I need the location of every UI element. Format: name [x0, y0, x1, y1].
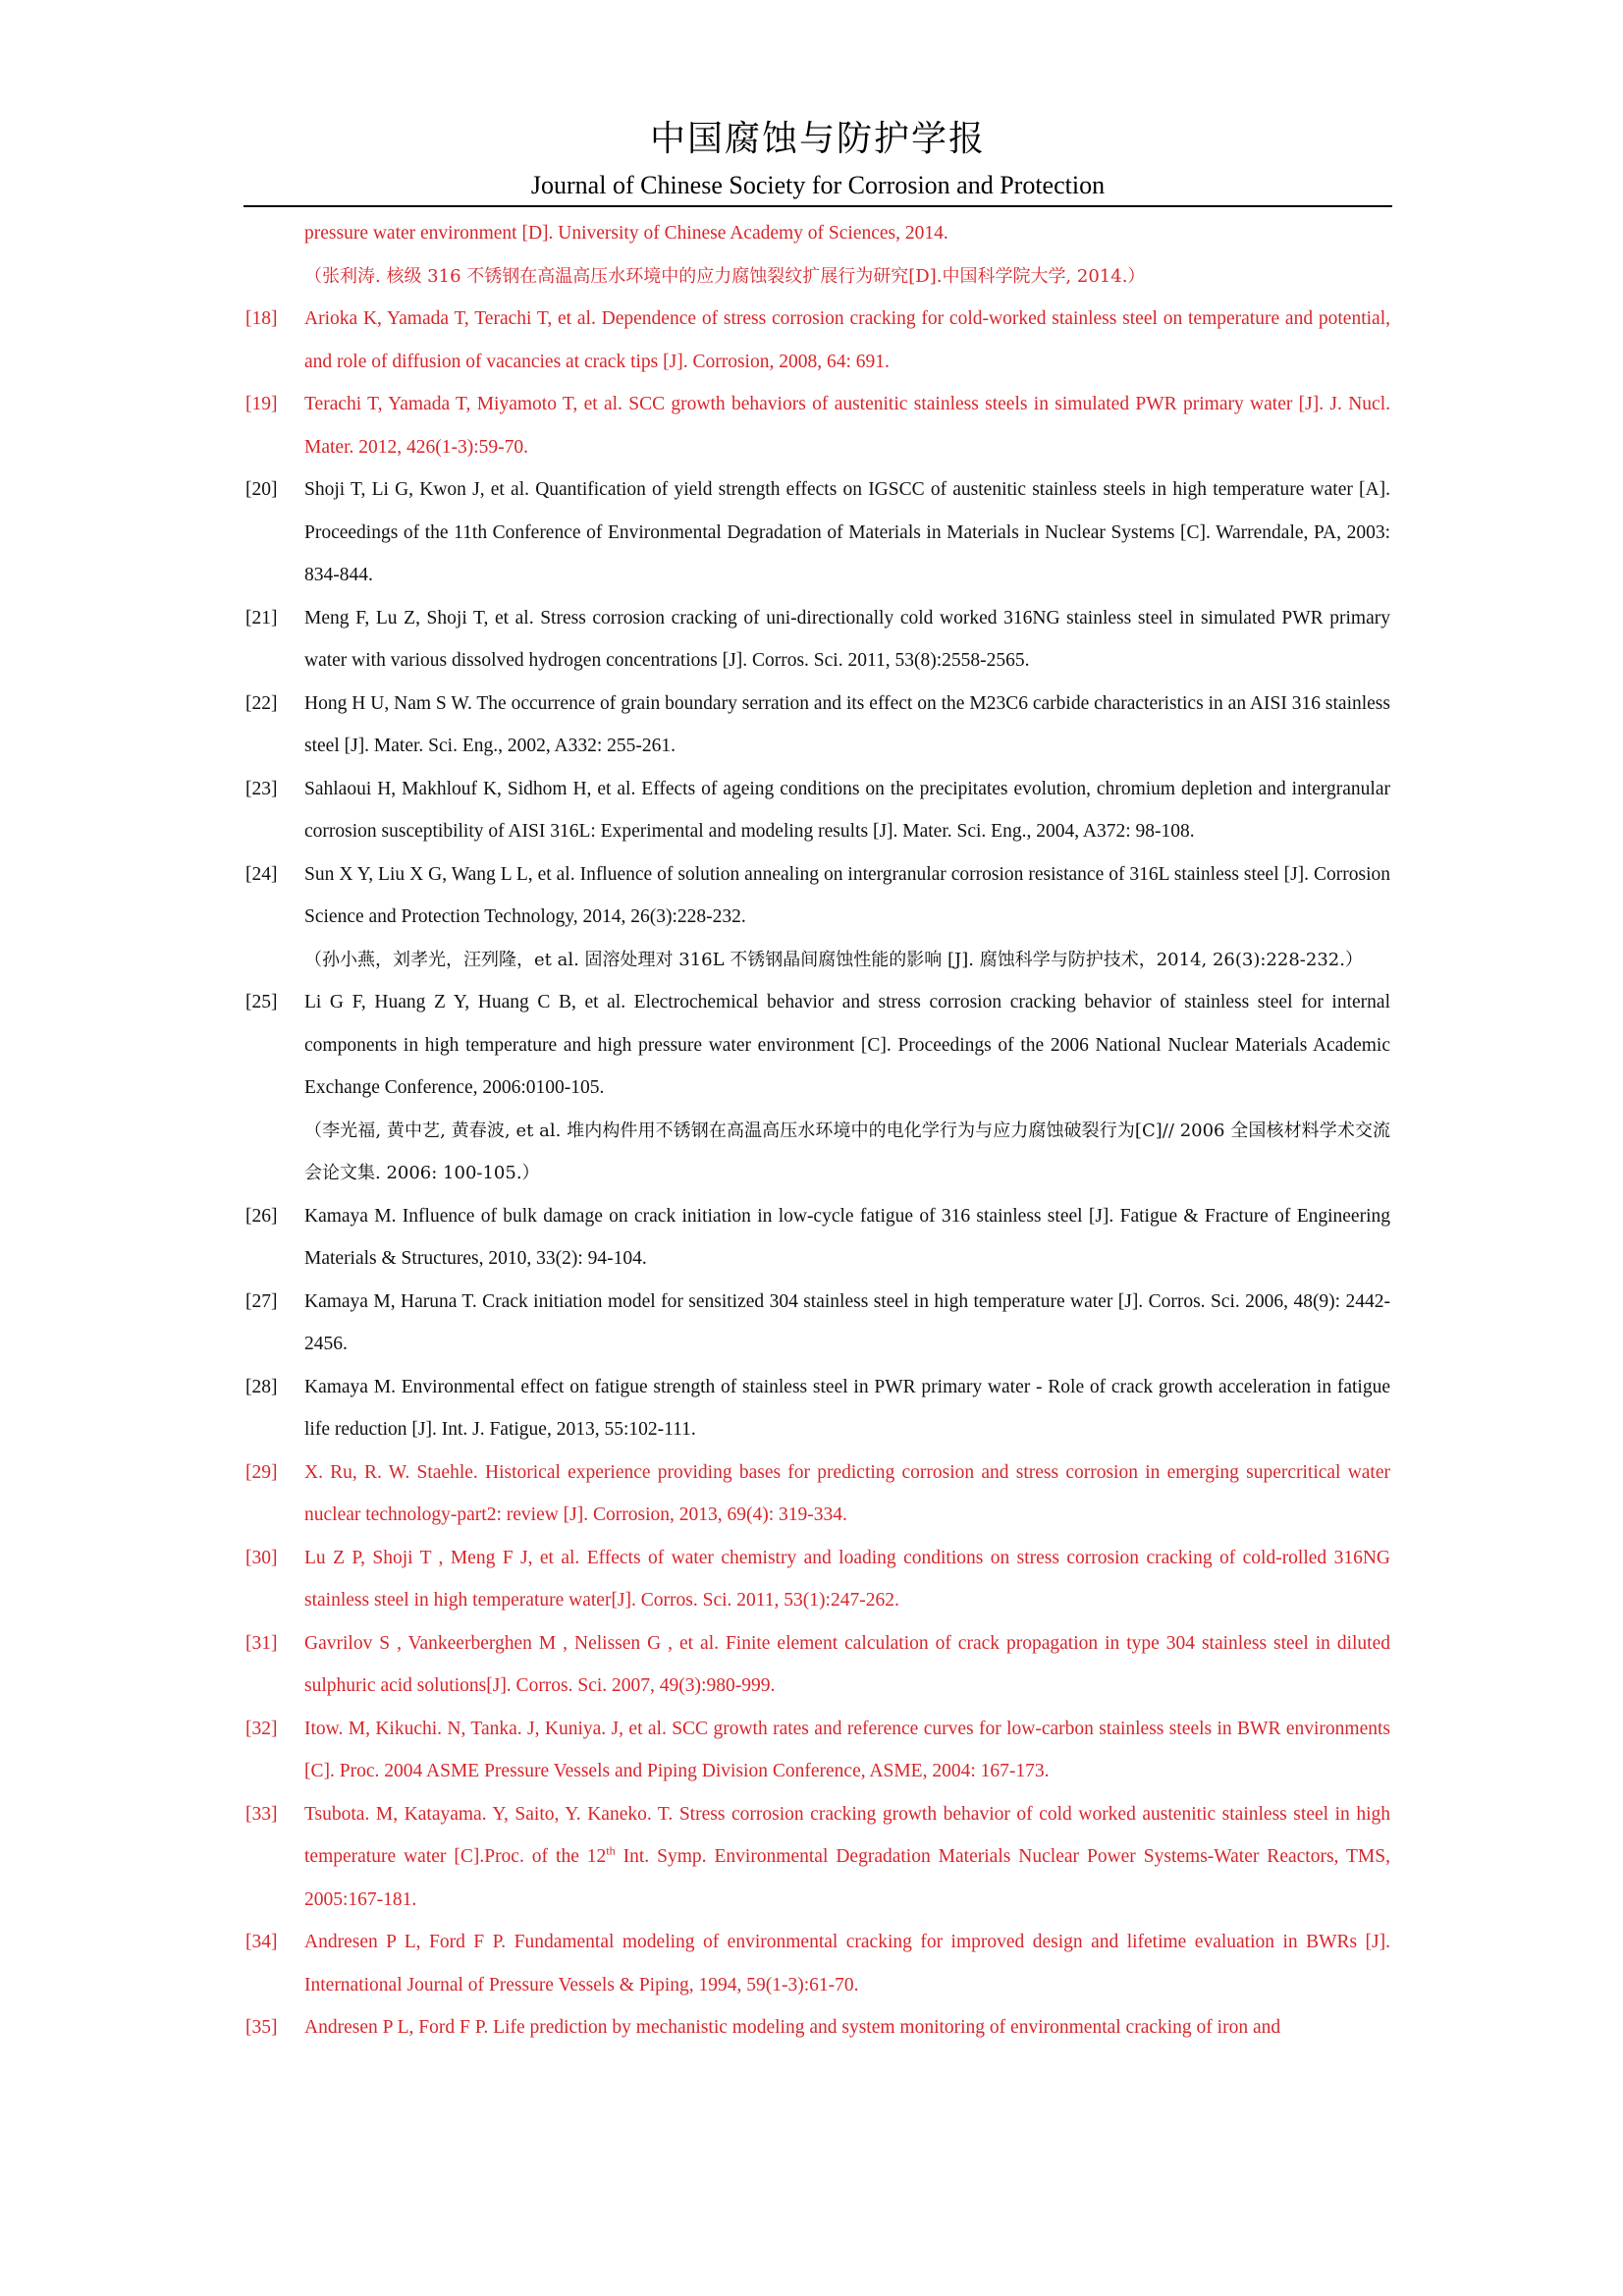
reference-text: Kamaya M. Environmental effect on fatigue strength of stainless steel in PWR primary water - Role of crack growth acceleration in fatigue life reduction [J]. Int. J. Fatigue, 2013, 55:102-111. — [304, 1376, 1390, 1440]
reference-number: [33] — [245, 1803, 278, 1825]
reference-text: Gavrilov S , Vankeerberghen M , Nelissen G , et al. Finite element calculation of crack propagation in type 304 stainless steel in diluted sulphuric acid solutions[J]. Corros. Sci. 2007, 49(3):980-999. — [304, 1632, 1390, 1696]
reference-entry — [243, 298, 1390, 383]
reference-number: [20] — [245, 479, 278, 500]
header-rule — [243, 205, 1392, 207]
reference-entry — [243, 597, 1390, 683]
reference-entry — [243, 1451, 1390, 1537]
reference-number: [28] — [245, 1376, 278, 1397]
reference-number: [23] — [245, 778, 278, 799]
reference-number: [18] — [245, 308, 278, 329]
reference-chinese-translation: （张利涛. 核级 316 不锈钢在高温高压水环境中的应力腐蚀裂纹扩展行为研究[D].中国科学院大学, 2014.） — [304, 265, 1146, 287]
reference-number: [22] — [245, 692, 278, 714]
reference-text: X. Ru, R. W. Staehle. Historical experience providing bases for predicting corrosion and stress corrosion in emerging supercritical water nuclear technology-part2: review [J]. Corrosion, 2013, 69(4): 319-334. — [304, 1461, 1390, 1525]
reference-number: [21] — [245, 607, 278, 629]
reference-list — [243, 212, 1390, 2050]
reference-number: [29] — [245, 1461, 278, 1483]
reference-entry — [243, 853, 1390, 982]
reference-number: [26] — [245, 1205, 278, 1227]
reference-text: pressure water environment [D]. University of Chinese Academy of Sciences, 2014. — [304, 223, 948, 244]
reference-entry — [243, 1793, 1390, 1922]
reference-number: [30] — [245, 1547, 278, 1568]
reference-entry — [243, 1366, 1390, 1451]
reference-entry — [243, 1622, 1390, 1708]
reference-entry — [243, 383, 1390, 468]
reference-text: Kamaya M, Haruna T. Crack initiation model for sensitized 304 stainless steel in high temperature water [J]. Corros. Sci. 2006, 48(9): 2442-2456. — [304, 1290, 1390, 1354]
reference-text: Arioka K, Yamada T, Terachi T, et al. Dependence of stress corrosion cracking for cold-worked stainless steel on temperature and potential, and role of diffusion of vacancies at crack tips [J]. Corrosion, 2008, 64: 691. — [304, 308, 1390, 372]
reference-text: Lu Z P, Shoji T , Meng F J, et al. Effects of water chemistry and loading conditions on stress corrosion cracking of cold-rolled 316NG stainless steel in high temperature water[J]. Corros. Sci. 2011, 53(1):247-262. — [304, 1547, 1390, 1611]
reference-entry — [243, 683, 1390, 768]
journal-title-english: Journal of Chinese Society for Corrosion and Protection — [530, 171, 1106, 199]
reference-text: Itow. M, Kikuchi. N, Tanka. J, Kuniya. J, et al. SCC growth rates and reference curves for low-carbon stainless steels in BWR environments [C]. Proc. 2004 ASME Pressure Vessels and Piping Division Conference, ASME, 2004: 167-173. — [304, 1718, 1390, 1781]
reference-entry — [243, 1537, 1390, 1622]
reference-number: [19] — [245, 394, 278, 414]
journal-title-chinese: 中国腐蚀与防护学报 — [649, 119, 986, 159]
reference-entry — [243, 1281, 1390, 1366]
reference-chinese-translation: （孙小燕，刘孝光，汪列隆，et al. 固溶处理对 316L 不锈钢晶间腐蚀性能的影响 [J]. 腐蚀科学与防护技术，2014, 26(3):228-232.） — [304, 949, 1363, 970]
reference-text: Li G F, Huang Z Y, Huang C B, et al. Electrochemical behavior and stress corrosion cracking behavior of stainless steel for internal components in high temperature and high pressure water environment [C]. Proceedings of the 2006 National Nuclear Materials Academic Exchange Conference, 2006:0100-105. — [304, 992, 1390, 1098]
reference-number: [27] — [245, 1290, 278, 1312]
reference-chinese-translation: （李光福, 黄中艺, 黄春波, et al. 堆内构件用不锈钢在高温高压水环境中的电化学行为与应力腐蚀破裂行为[C]// 2006 全国核材料学术交流会论文集. 2006: 100-105.） — [304, 1120, 1390, 1183]
reference-entry — [243, 768, 1390, 853]
reference-text: Andresen P L, Ford F P. Life prediction by mechanistic modeling and system monitoring of environmental cracking of iron and — [304, 2017, 1281, 2038]
reference-entry — [243, 212, 1390, 298]
reference-number: [24] — [245, 863, 278, 885]
reference-text: Shoji T, Li G, Kwon J, et al. Quantification of yield strength effects on IGSCC of austenitic stainless steels in high temperature water [A]. Proceedings of the 11th Conference of Environmental Degradation of Materials in Materials in Nuclear Systems [C]. Warrendale, PA, 2003: 834-844. — [304, 479, 1390, 585]
reference-entry — [243, 2006, 1390, 2050]
reference-text: Kamaya M. Influence of bulk damage on crack initiation in low-cycle fatigue of 316 stainless steel [J]. Fatigue & Fracture of Engineering Materials & Structures, 2010, 33(2): 94-104. — [304, 1205, 1390, 1269]
reference-text: Sahlaoui H, Makhlouf K, Sidhom H, et al. Effects of ageing conditions on the precipitates evolution, chromium depletion and intergranular corrosion susceptibility of AISI 316L: Experimental and modeling results [J]. Mater. Sci. Eng., 2004, A372: 98-108. — [304, 778, 1390, 842]
reference-text: Hong H U, Nam S W. The occurrence of grain boundary serration and its effect on the M23C6 carbide characteristics in an AISI 316 stainless steel [J]. Mater. Sci. Eng., 2002, A332: 255-261. — [304, 692, 1390, 756]
journal-header — [243, 116, 1392, 202]
reference-text: Tsubota. M, Katayama. Y, Saito, Y. Kaneko. T. Stress corrosion cracking growth behavior of cold worked austenitic stainless steel in high temperature water [C].Proc. of the 12 — [304, 1803, 1390, 1867]
reference-entry — [243, 981, 1390, 1195]
reference-entry — [243, 1195, 1390, 1281]
reference-number: [31] — [245, 1632, 278, 1654]
reference-entry — [243, 468, 1390, 597]
reference-text: Sun X Y, Liu X G, Wang L L, et al. Influence of solution annealing on intergranular corrosion resistance of 316L stainless steel [J]. Corrosion Science and Protection Technology, 2014, 26(3):228-232. — [304, 863, 1390, 927]
reference-text: Andresen P L, Ford F P. Fundamental modeling of environmental cracking for improved design and lifetime evaluation in BWRs [J]. International Journal of Pressure Vessels & Piping, 1994, 59(1-3):61-70. — [304, 1932, 1390, 1995]
reference-number: [32] — [245, 1718, 278, 1739]
reference-number: [25] — [245, 992, 278, 1012]
reference-text: Terachi T, Yamada T, Miyamoto T, et al. SCC growth behaviors of austenitic stainless steels in simulated PWR primary water [J]. J. Nucl. Mater. 2012, 426(1-3):59-70. — [304, 394, 1390, 458]
reference-superscript: th — [606, 1843, 616, 1858]
reference-entry — [243, 1708, 1390, 1793]
reference-text: Meng F, Lu Z, Shoji T, et al. Stress corrosion cracking of uni-directionally cold worked 316NG stainless steel in simulated PWR primary water with various dissolved hydrogen concentrations [J]. Corros. Sci. 2011, 53(8):2558-2565. — [304, 607, 1390, 671]
reference-text-continued: Int. Symp. Environmental Degradation Materials Nuclear Power Systems-Water Reactors, TMS, 2005:167-181. — [304, 1846, 1390, 1910]
reference-entry — [243, 1921, 1390, 2006]
reference-number: [35] — [245, 2017, 278, 2038]
reference-number: [34] — [245, 1932, 278, 1952]
